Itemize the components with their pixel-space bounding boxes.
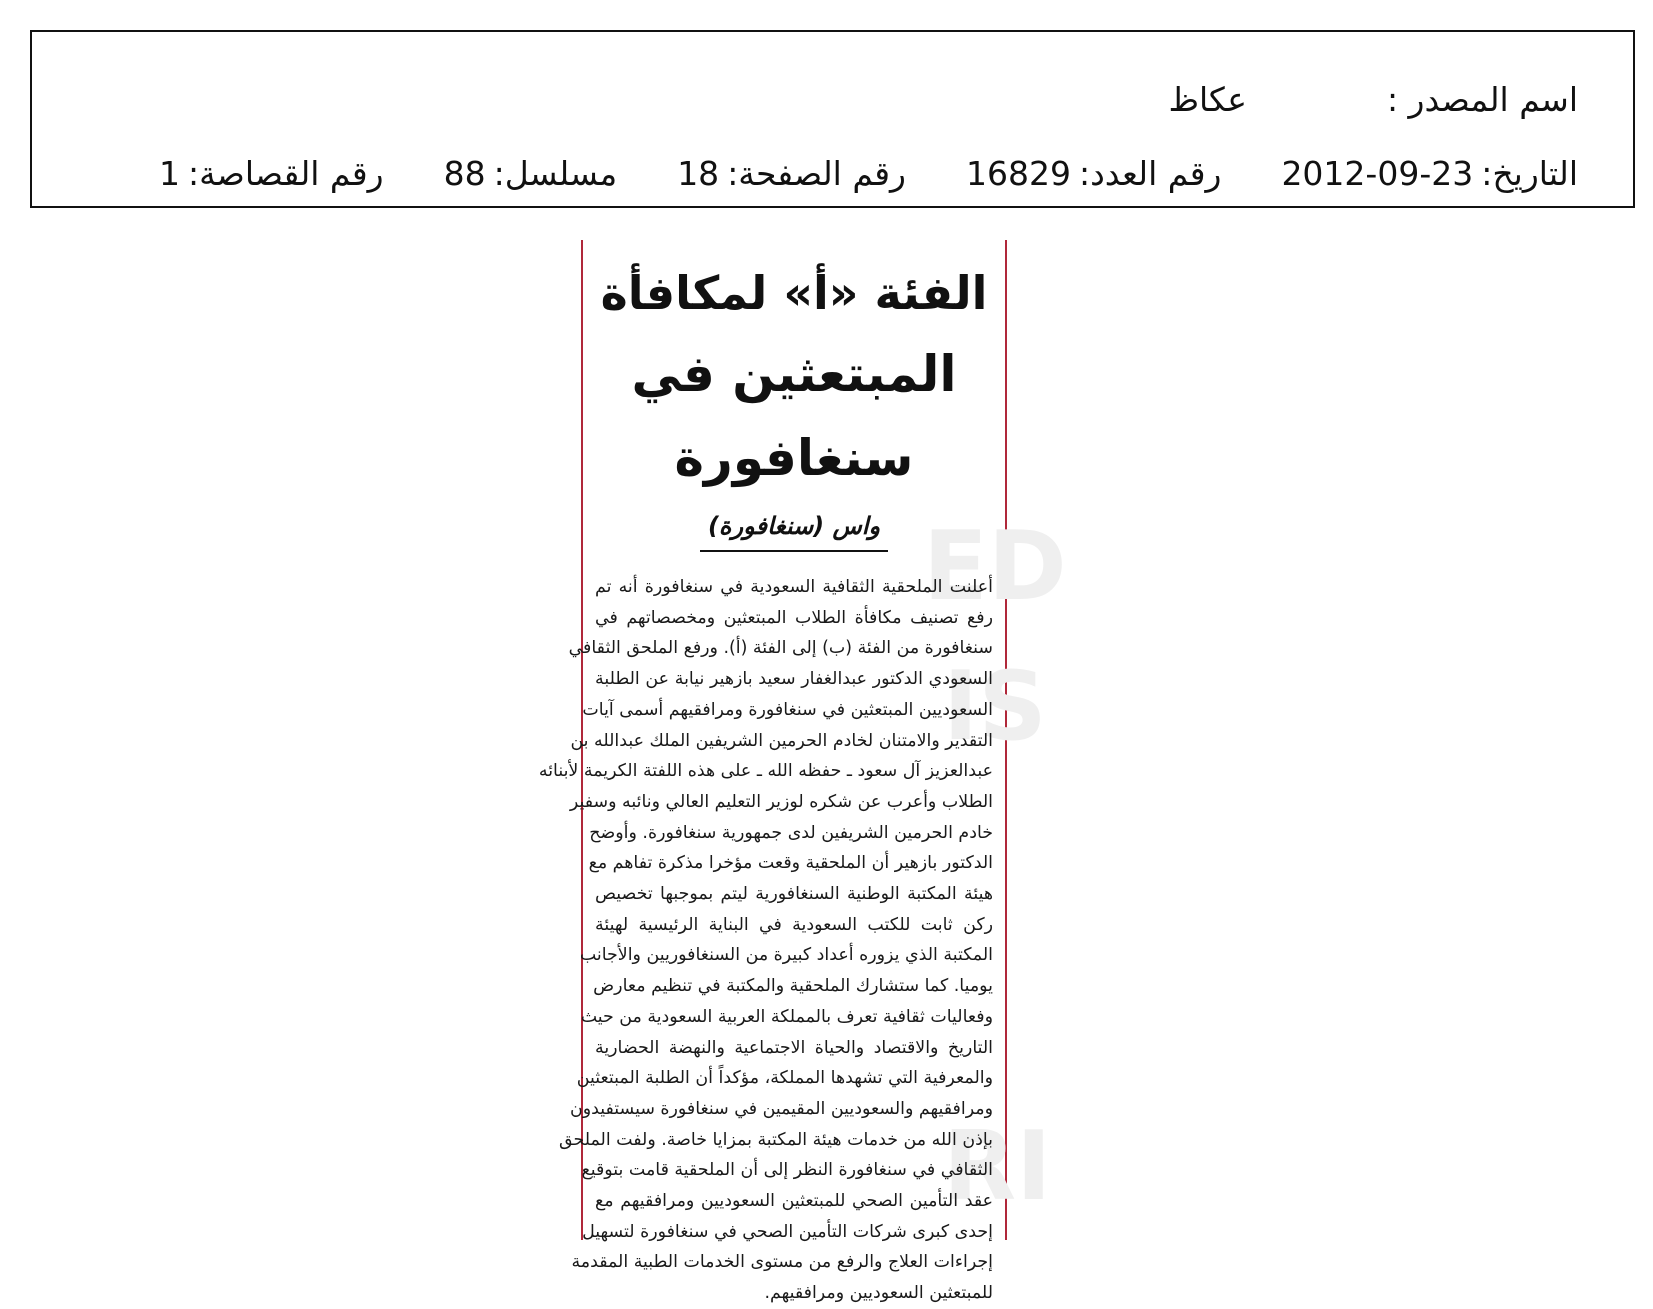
metadata-header-box (30, 30, 1635, 208)
body-line: عقد التأمين الصحي للمبتعثين السعوديين ومرافقيهم مع (595, 1191, 993, 1212)
issue-field (966, 154, 1221, 193)
article-body (538, 572, 993, 1309)
serial-label: مسلسل: (493, 154, 618, 193)
article-byline: واس (سنغافورة) (700, 510, 888, 552)
issue-label: رقم العدد: (1078, 154, 1222, 193)
body-line: هيئة المكتبة الوطنية السنغافورية ليتم بموجبها تخصيص (595, 884, 993, 905)
clip-number-label: رقم القصاصة: (188, 154, 384, 193)
page-label: رقم الصفحة: (727, 154, 906, 193)
headline-line-1: الفئة «أ» لمكافأة (600, 266, 988, 320)
body-line: أعلنت الملحقية الثقافية السعودية في سنغافورة أنه تم (595, 577, 993, 597)
source-label: اسم المصدر : (1386, 80, 1578, 119)
issue-value: 16829 (966, 154, 1071, 193)
body-line: رفع تصنيف مكافأة الطلاب المبتعثين ومخصصاتهم في (595, 607, 993, 628)
body-line: بإذن الله من خدمات هيئة المكتبة بمزايا خاصة. ولفت الملحق (558, 1129, 993, 1150)
body-line: السعودي الدكتور عبدالغفار سعيد بازهير نيابة عن الطلبة (595, 669, 993, 690)
body-line: للمبتعثين السعوديين ومرافقيهم. (764, 1283, 993, 1304)
clip-number-field (159, 154, 384, 193)
body-line: ومرافقيهم والسعوديين المقيمين في سنغافورة سيستفيدون (569, 1098, 993, 1119)
date-label: التاريخ: (1481, 154, 1578, 193)
body-line: المكتبة الذي يزوره أعداد كبيرة من السنغافوريين والأجانب (579, 945, 993, 966)
serial-field (444, 154, 618, 193)
body-line: الطلاب وأعرب عن شكره لوزير التعليم العالي ونائبه وسفير (569, 791, 993, 812)
details-row (159, 154, 1578, 193)
clip-number-value: 1 (159, 154, 180, 193)
body-line: السعوديين المبتعثين في سنغافورة ومرافقيهم أسمى آيات (582, 699, 993, 720)
date-field (1281, 154, 1578, 193)
body-line: والمعرفية التي تشهدها المملكة، مؤكداً أن الطلبة المبتعثين (576, 1068, 993, 1089)
body-line: التقدير والامتنان لخادم الحرمين الشريفين الملك عبدالله بن (570, 730, 993, 751)
body-line: إجراءات العلاج والرفع من مستوى الخدمات الطبية المقدمة (571, 1252, 993, 1273)
body-line: يوميا. كما ستشارك الملحقية والمكتبة في تنظيم معارض (593, 976, 993, 997)
body-line: ركن ثابت للكتب السعودية في البناية الرئيسية لهيئة (595, 914, 993, 935)
page-field (677, 154, 906, 193)
body-line: وفعاليات ثقافية تعرف بالمملكة العربية السعودية من حيث (580, 1006, 993, 1027)
body-line: التاريخ والاقتصاد والحياة الاجتماعية والنهضة الحضارية (595, 1037, 993, 1058)
byline-container (583, 510, 1005, 552)
body-line: الدكتور بازهير أن الملحقية وقعت مؤخرا مذكرة تفاهم مع (588, 853, 993, 874)
body-line: الثقافي في سنغافورة النظر إلى أن الملحقية قامت بتوقيع (581, 1160, 993, 1181)
body-line: خادم الحرمين الشريفين لدى جمهورية سنغافورة. وأوضح (589, 822, 993, 843)
source-value: عكاظ (1168, 80, 1247, 119)
date-value: 2012-09-23 (1281, 154, 1474, 193)
body-line: عبدالعزيز آل سعود ـ حفظه الله ـ على هذه اللفتة الكريمة لأبنائه (538, 761, 993, 782)
newspaper-clipping (538, 240, 1067, 1304)
article-headline (597, 254, 991, 500)
body-line: إحدى كبرى شركات التأمين الصحي في سنغافورة لتسهيل (582, 1221, 993, 1242)
watermark-background: ED IS RI (923, 512, 1067, 1222)
page-value: 18 (677, 154, 720, 193)
headline-line-2: المبتعثين في سنغافورة (631, 345, 957, 487)
serial-value: 88 (443, 154, 486, 193)
source-row (1168, 80, 1578, 119)
body-line: سنغافورة من الفئة (ب) إلى الفئة (أ). ورفع الملحق الثقافي (568, 638, 993, 659)
